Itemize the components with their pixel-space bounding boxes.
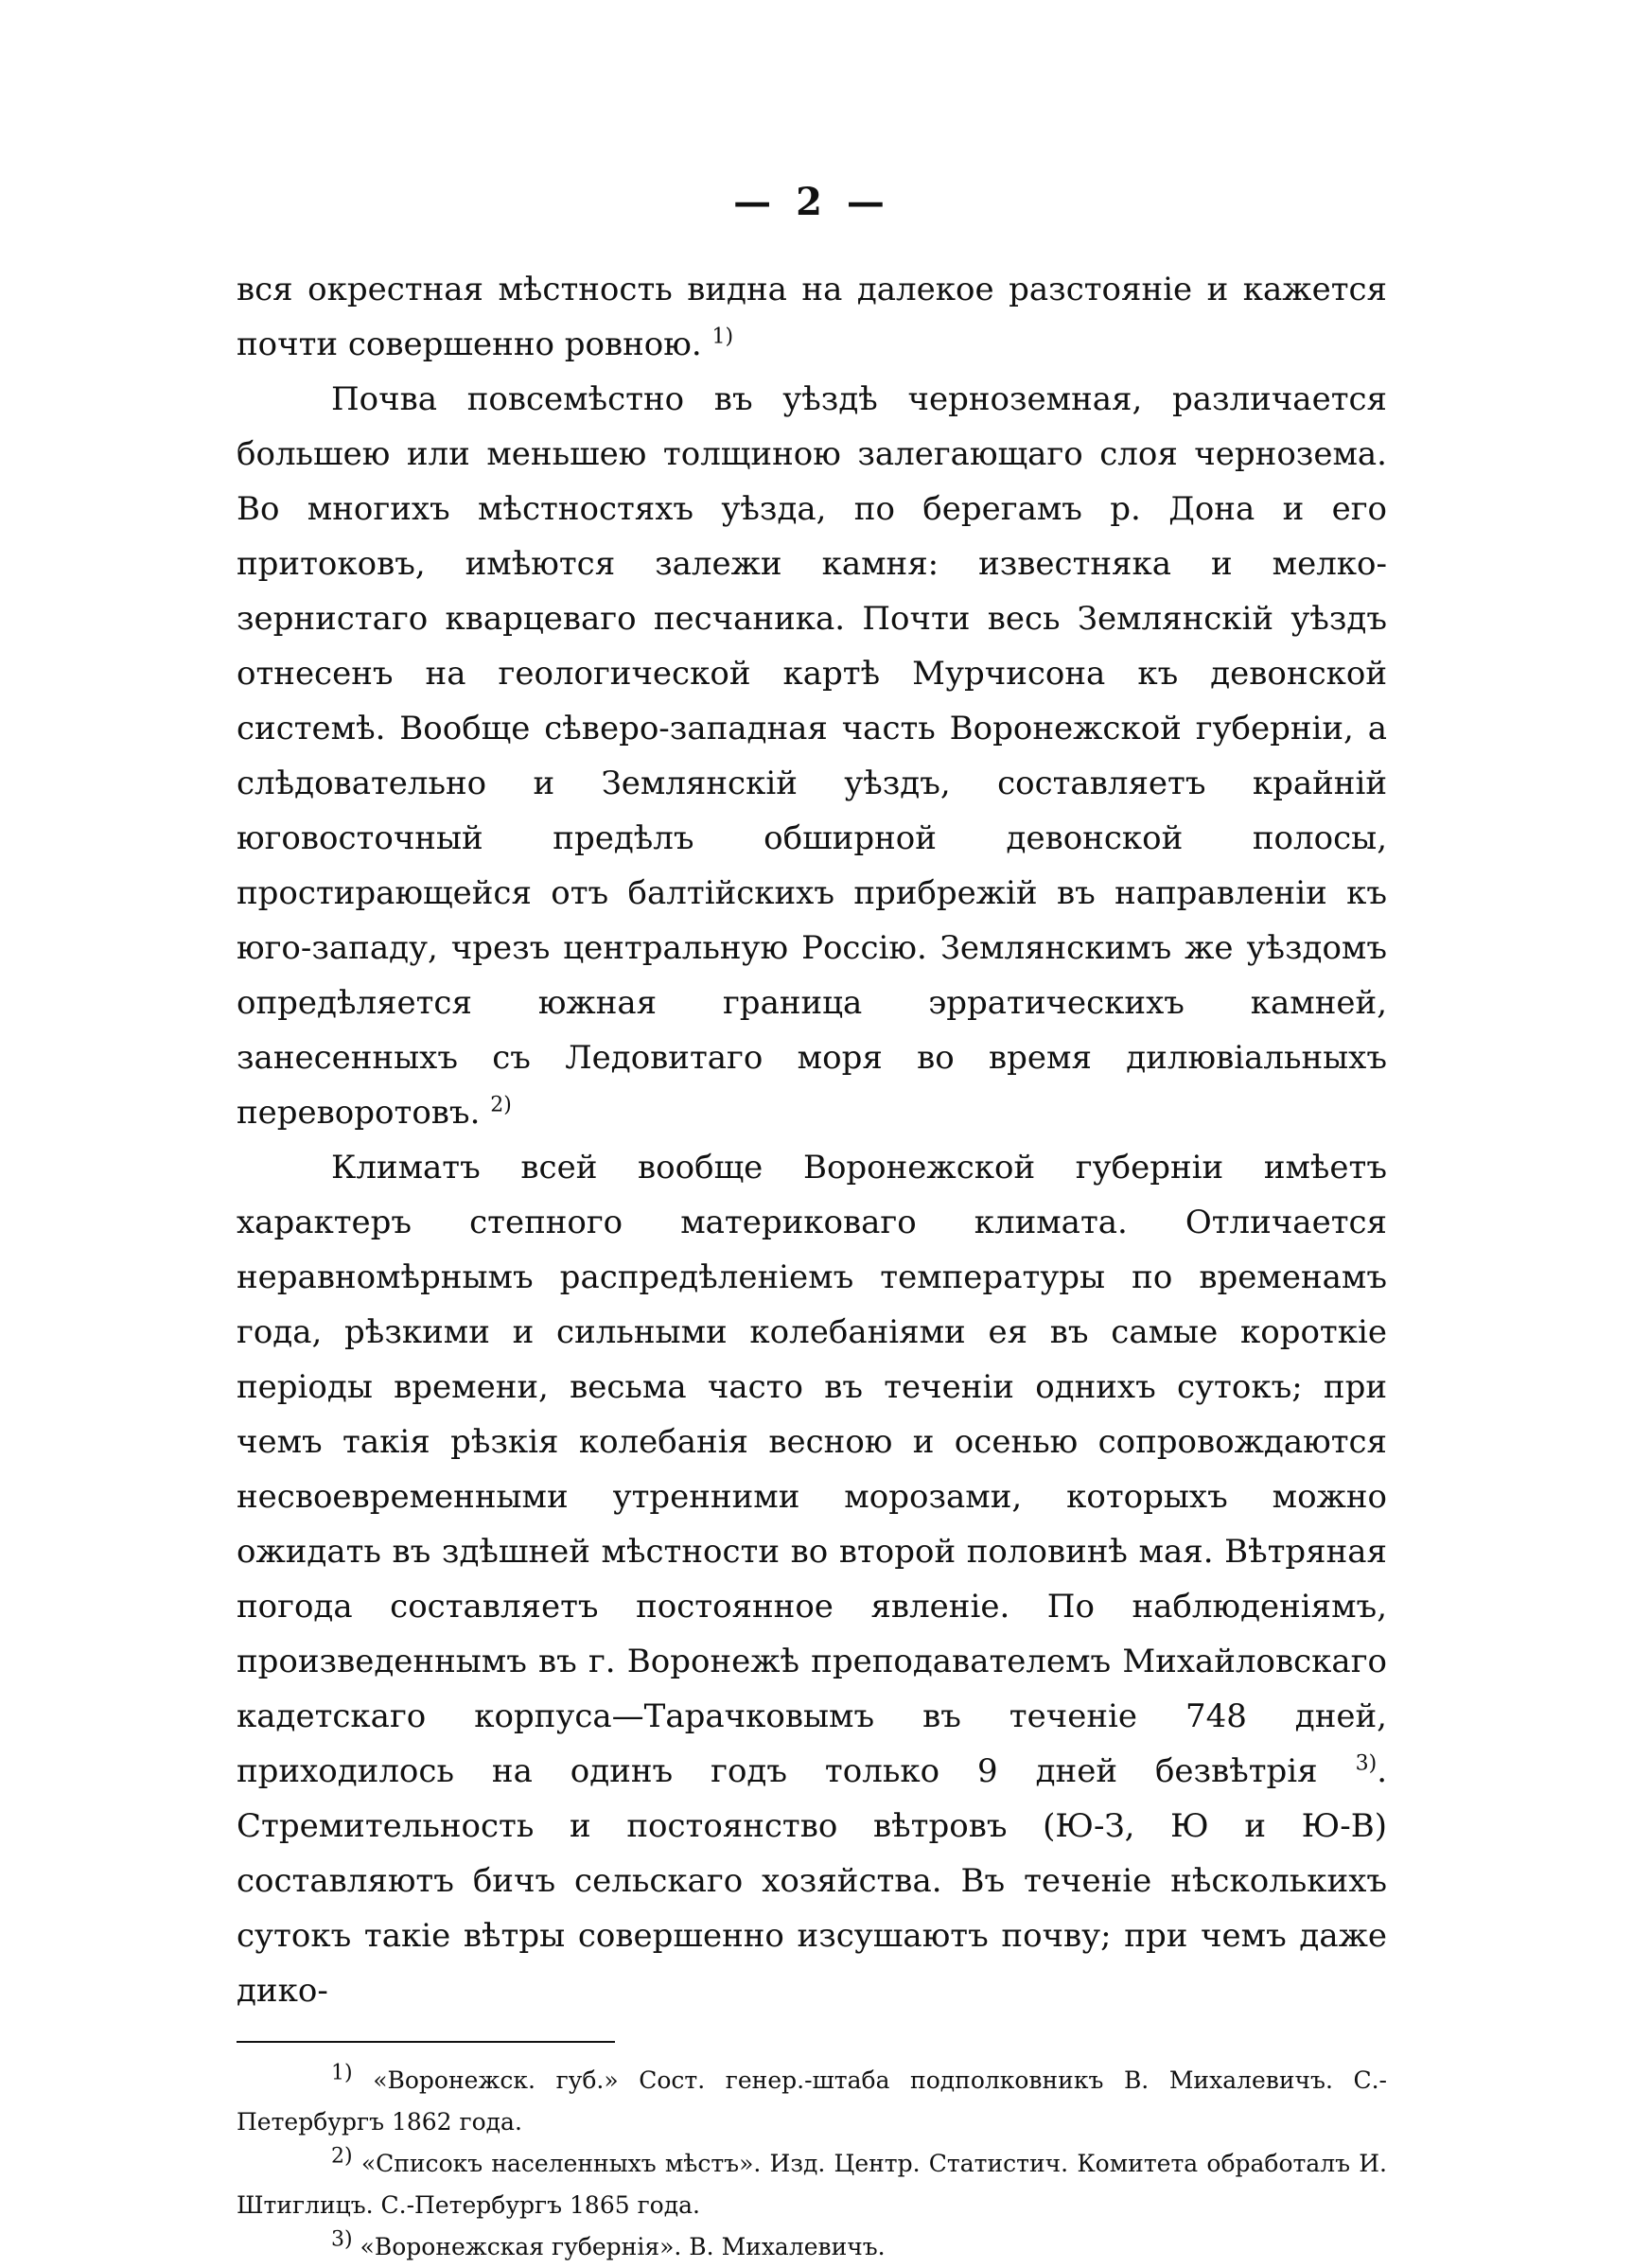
footnote-3-mark-wrap: 3) <box>331 2227 353 2252</box>
footnotes <box>237 2060 1387 2268</box>
paragraph-1-text: вся окрестная мѣстность видна на далекое разстояніе и кажется почти совершенно ровною. <box>237 271 1387 363</box>
footnote-1-text: «Воронежск. губ.» Сост. генер.-штаба подполковникъ В. Михалевичъ. С.-Петербургъ 1862 года. <box>237 2066 1387 2136</box>
footnote-1-mark: 1 <box>331 2061 344 2085</box>
footnote-ref-3: 3) <box>1355 1751 1378 1776</box>
footnote-2-mark: 2 <box>331 2144 344 2169</box>
paragraph-1 <box>237 262 1387 372</box>
footnote-ref-2: 2) <box>490 1093 512 1117</box>
footnote-ref-2-mark: 2 <box>490 1093 504 1117</box>
paragraph-2-text: Почва повсемѣстно въ уѣздѣ черноземная, различается большею или меньшею толщиною залегающаго слоя чернозема. Во многихъ мѣстностяхъ уѣзда, по берегамъ р. Дона и его притоковъ, имѣются залежи камня: известняка и мелко-зернистаго кварцеваго песчаника. Почти весь Землянскій уѣздъ отнесенъ на геологической картѣ Мурчисона къ девонской системѣ. Вообще сѣверо-западная часть Воронежской губерніи, а слѣдовательно и Землянскій уѣздъ, составляетъ крайній юговосточный предѣлъ обширной девонской полосы, простирающейся отъ балтійскихъ прибрежій въ направленіи къ юго-западу, чрезъ центральную Россію. Землянскимъ же уѣздомъ опредѣляется южная граница эрратическихъ камней, занесенныхъ съ Ледовитаго моря во время дилювіальныхъ переворотовъ. <box>237 380 1387 1132</box>
footnote-2-text: «Списокъ населенныхъ мѣстъ». Изд. Центр. Статистич. Комитета обработалъ И. Штиглицъ. С.-Петербургъ 1865 года. <box>237 2150 1387 2219</box>
footnote-ref-3-mark: 3 <box>1355 1751 1369 1776</box>
footnote-2-mark-wrap: 2) <box>331 2144 353 2169</box>
document-page <box>237 180 1387 2268</box>
footnote-ref-1: 1) <box>711 325 734 349</box>
footnote-3-text: «Воронежская губернія». В. Михалевичъ. <box>360 2233 886 2260</box>
footnote-2 <box>237 2143 1387 2226</box>
page-number: — 2 — <box>733 180 890 224</box>
footnote-1-mark-wrap: 1) <box>331 2061 353 2085</box>
paragraph-2 <box>237 372 1387 1140</box>
paragraph-3-continuation: . Стремительность и постоянство вѣтровъ (Ю-З, Ю и Ю-В) составляютъ бичъ сельскаго хозяйства. Въ теченіе нѣсколькихъ сутокъ такіе вѣтры совершенно изсушаютъ почву; при чемъ даже дико- <box>237 1752 1387 2010</box>
footnote-ref-1-mark: 1 <box>711 325 726 349</box>
paragraph-3 <box>237 1140 1387 2018</box>
footnote-divider <box>237 2041 615 2043</box>
body-text <box>237 262 1387 2018</box>
footnote-3-mark: 3 <box>331 2227 344 2252</box>
footnote-1 <box>237 2060 1387 2143</box>
footnote-3 <box>237 2226 1387 2268</box>
paragraph-3-text: Климатъ всей вообще Воронежской губерніи имѣетъ характеръ степного материковаго климата. Отличается неравномѣрнымъ распредѣленіемъ температуры по временамъ года, рѣзкими и сильными колебаніями ея въ самые короткіе періоды времени, весьма часто въ теченіи однихъ сутокъ; при чемъ такія рѣзкія колебанія весною и осенью сопровождаются несвоевременными утренними морозами, которыхъ можно ожидать въ здѣшней мѣстности во второй половинѣ мая. Вѣтряная погода составляетъ постоянное явленіе. По наблюденіямъ, произведеннымъ въ г. Воронежѣ преподавателемъ Михайловскаго кадетскаго корпуса—Тарачковымъ въ теченіе 748 дней, приходилось на одинъ годъ только 9 дней безвѣтрія <box>237 1149 1387 1790</box>
